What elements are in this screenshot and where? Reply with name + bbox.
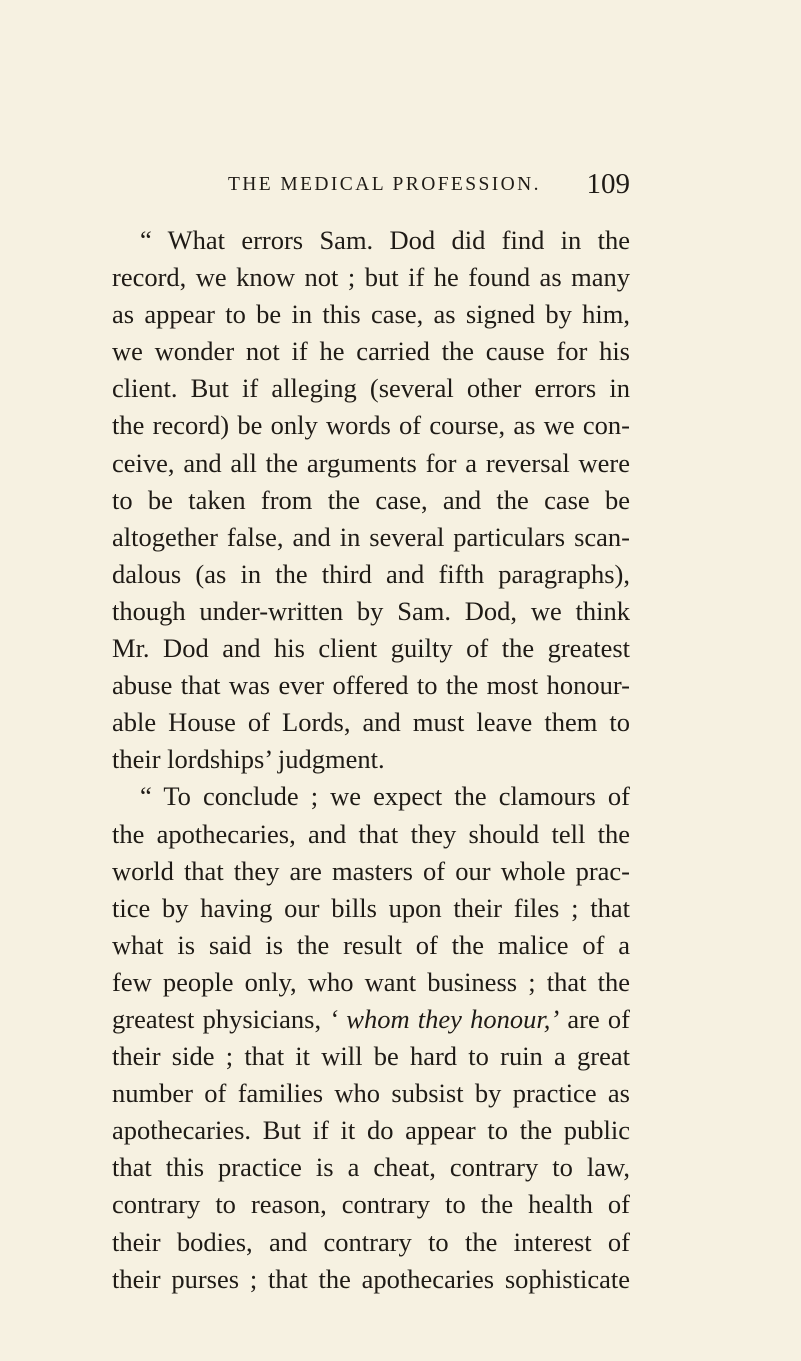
text-line: altogether false, and in several particulars scan-: [112, 521, 630, 552]
text-line: we wonder not if he carried the cause for his: [112, 336, 630, 367]
text-line: their side ; that it will be hard to ruin a great: [112, 1041, 630, 1072]
text-line: record, we know not ; but if he found as many: [112, 262, 630, 293]
text-line: abuse that was ever offered to the most honour-: [112, 670, 630, 701]
running-head: [228, 168, 630, 202]
text-line: the record) be only words of course, as we con-: [112, 410, 630, 441]
text-line: the apothecaries, and that they should tell the: [112, 818, 630, 849]
body-text: [112, 222, 630, 1298]
text-line: though under-written by Sam. Dod, we think: [112, 595, 630, 626]
text-line: “ What errors Sam. Dod did find in the: [140, 225, 630, 255]
text-line: dalous (as in the third and fifth paragraphs),: [112, 558, 630, 589]
text-line: client. But if alleging (several other errors in: [112, 373, 630, 404]
text-segment: greatest physicians,: [112, 1003, 322, 1034]
text-line: their lordships’ judgment.: [112, 744, 385, 775]
text-line-with-italic: [112, 1001, 630, 1038]
text-line: that this practice is a cheat, contrary to law,: [112, 1152, 630, 1183]
text-line: tice by having our bills upon their files ; that: [112, 892, 630, 923]
text-line: Mr. Dod and his client guilty of the greatest: [112, 633, 630, 664]
text-line: world that they are masters of our whole prac-: [112, 855, 630, 886]
text-line: their purses ; that the apothecaries sophisticate: [112, 1263, 630, 1294]
italic-phrase: ‘ whom they honour,’: [329, 1003, 560, 1034]
text-line: to be taken from the case, and the case be: [112, 484, 630, 515]
page-number: 109: [586, 168, 630, 200]
text-line: “ To conclude ; we expect the clamours of: [140, 781, 630, 812]
text-line: contrary to reason, contrary to the health of: [112, 1189, 630, 1220]
text-line: their bodies, and contrary to the interest of: [112, 1226, 630, 1257]
text-line: as appear to be in this case, as signed by him,: [112, 299, 630, 330]
text-line: few people only, who want business ; that the: [112, 966, 630, 997]
text-line: what is said is the result of the malice of a: [112, 929, 630, 960]
text-segment: are of: [559, 1003, 630, 1034]
text-line: able House of Lords, and must leave them to: [112, 707, 630, 738]
text-line: ceive, and all the arguments for a reversal were: [112, 447, 630, 478]
text-line: number of families who subsist by practice as: [112, 1078, 630, 1109]
text-line: apothecaries. But if it do appear to the public: [112, 1115, 630, 1146]
running-title: THE MEDICAL PROFESSION.: [228, 174, 541, 195]
